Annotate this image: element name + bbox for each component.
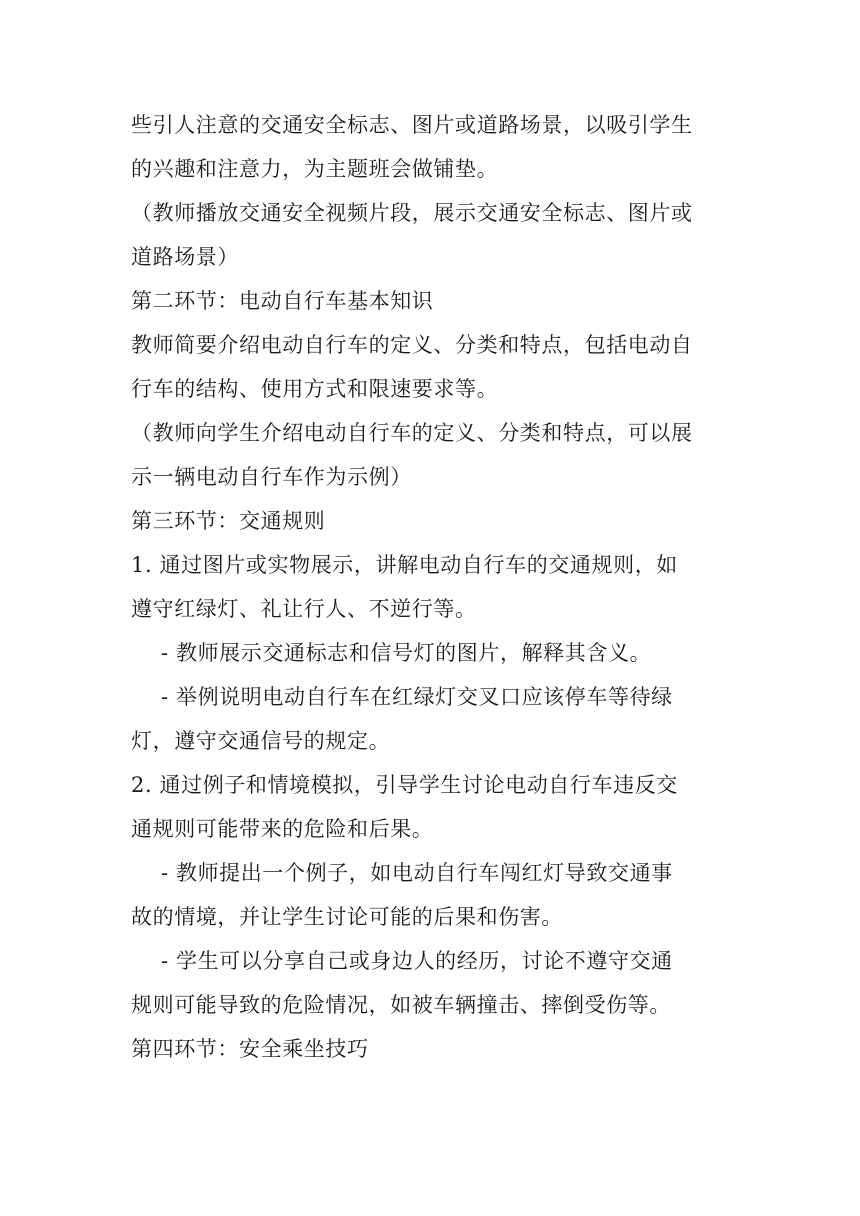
sub-item-line: - 教师提出一个例子，如电动自行车闯红灯导致交通事 <box>161 861 673 885</box>
sub-item-line: - 举例说明电动自行车在红绿灯交叉口应该停车等待绿 <box>161 685 673 709</box>
paragraph-line: 教师简要介绍电动自行车的定义、分类和特点，包括电动自 <box>131 333 693 357</box>
sub-item-line: 故的情境，并让学生讨论可能的后果和伤害。 <box>131 905 563 929</box>
document-body <box>131 103 731 1071</box>
list-item-line: 通规则可能带来的危险和后果。 <box>131 817 434 841</box>
section-heading: 第三环节：交通规则 <box>131 509 326 533</box>
section-heading: 第二环节：电动自行车基本知识 <box>131 289 434 313</box>
list-item-line: 2. 通过例子和情境模拟，引导学生讨论电动自行车违反交 <box>131 773 678 797</box>
sub-item-line: 规则可能导致的危险情况，如被车辆撞击、摔倒受伤等。 <box>131 993 671 1017</box>
paragraph-line: 行车的结构、使用方式和限速要求等。 <box>131 377 499 401</box>
list-item-line: 1. 通过图片或实物展示，讲解电动自行车的交通规则，如 <box>131 553 678 577</box>
paragraph-line: （教师播放交通安全视频片段，展示交通安全标志、图片或 <box>131 201 693 225</box>
paragraph-line: 些引人注意的交通安全标志、图片或道路场景，以吸引学生 <box>131 113 693 137</box>
list-item-line: 遵守红绿灯、礼让行人、不逆行等。 <box>131 597 477 621</box>
paragraph-line: 的兴趣和注意力，为主题班会做铺垫。 <box>131 157 499 181</box>
sub-item-line: - 教师展示交通标志和信号灯的图片，解释其含义。 <box>161 641 652 665</box>
sub-item-line: - 学生可以分享自己或身边人的经历，讨论不遵守交通 <box>161 949 673 973</box>
paragraph-line: 道路场景） <box>131 245 239 269</box>
sub-item-line: 灯，遵守交通信号的规定。 <box>131 729 391 753</box>
section-heading: 第四环节：安全乘坐技巧 <box>131 1037 369 1061</box>
paragraph-line: （教师向学生介绍电动自行车的定义、分类和特点，可以展 <box>131 421 693 445</box>
paragraph-line: 示一辆电动自行车作为示例） <box>131 465 412 489</box>
